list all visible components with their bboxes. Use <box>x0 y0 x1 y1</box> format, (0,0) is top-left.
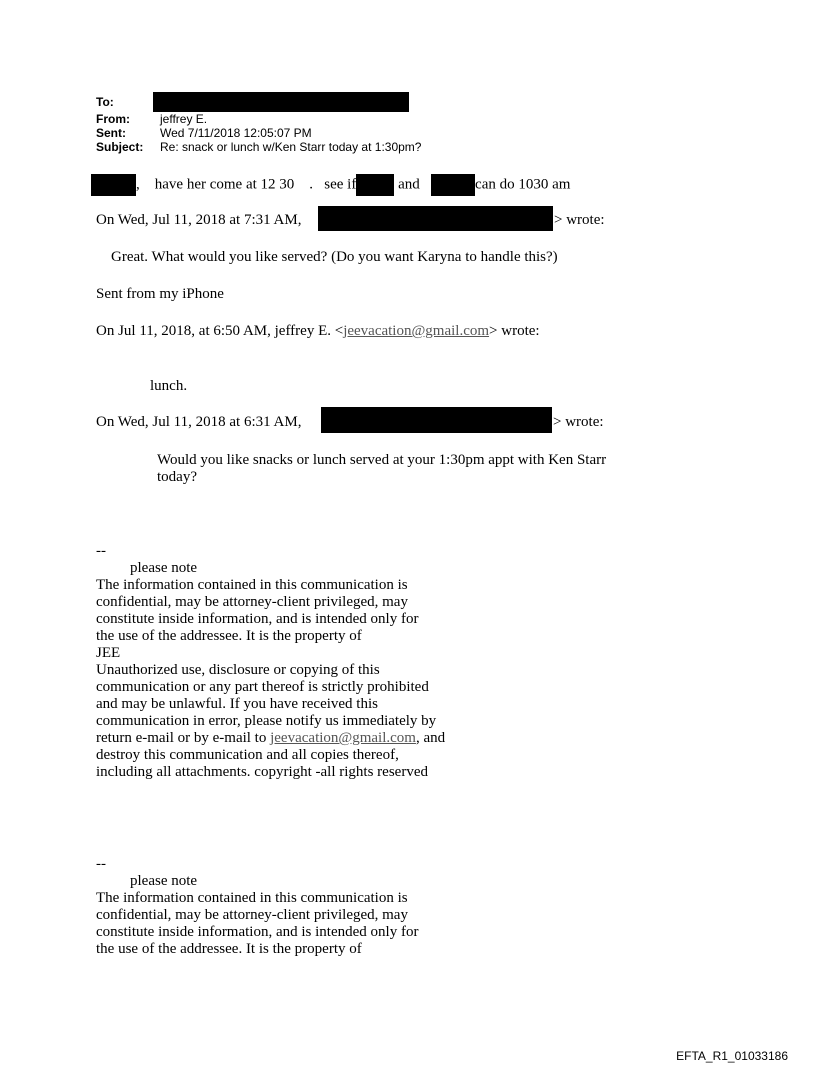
header-subject-row <box>96 141 421 154</box>
quote1-intro: On Wed, Jul 11, 2018 at 7:31 AM, <box>96 212 302 228</box>
reply-text: can do 1030 am <box>475 176 571 193</box>
disclaimer-line: The information contained in this communication is <box>96 890 408 906</box>
quote1-attribution <box>96 212 301 229</box>
sent-label: Sent: <box>96 126 126 140</box>
quote2-wrote: > wrote: <box>489 323 540 339</box>
sent-from-signature: Sent from my iPhone <box>96 286 224 302</box>
redacted-name <box>356 174 394 196</box>
redacted-name <box>91 174 136 196</box>
email-link[interactable]: jeevacation@gmail.com <box>270 730 416 746</box>
reply-text: have her come at 12 30 <box>154 176 295 193</box>
disclaimer-line: communication or any part thereof is strictly prohibited <box>96 679 429 695</box>
disclaimer-line: constitute inside information, and is intended only for <box>96 611 419 627</box>
disclaimer-line: The information contained in this communication is <box>96 577 408 593</box>
quote3-body-line2: today? <box>157 469 197 485</box>
quote2-attribution <box>96 323 540 340</box>
reply-text: , <box>136 176 140 193</box>
to-label: To: <box>96 95 114 109</box>
signature-separator: -- <box>96 856 106 872</box>
disclaimer-line: destroy this communication and all copies thereof, <box>96 747 399 763</box>
redacted-recipient <box>153 92 409 112</box>
quote2-intro: On Jul 11, 2018, at 6:50 AM, jeffrey E. < <box>96 323 344 339</box>
redacted-sender <box>321 407 552 433</box>
lunch-reply: lunch. <box>150 378 188 394</box>
reply-text: see if <box>324 176 357 193</box>
disclaimer-line: communication in error, please notify us immediately by <box>96 713 437 729</box>
disclaimer-line: and may be unlawful. If you have received this <box>96 696 378 712</box>
header-from-row <box>96 113 207 126</box>
disclaimer-block <box>96 543 516 781</box>
disclaimer-line: the use of the addressee. It is the property of <box>96 941 362 957</box>
subject-label: Subject: <box>96 140 144 154</box>
quote3-intro: On Wed, Jul 11, 2018 at 6:31 AM, <box>96 414 302 430</box>
reply-line <box>91 174 570 196</box>
email-link[interactable]: jeevacation@gmail.com <box>343 323 490 339</box>
reply-text: . <box>309 176 314 193</box>
quote3-wrote-text: > wrote: <box>553 414 604 430</box>
disclaimer-line: including all attachments. copyright -all rights reserved <box>96 764 428 780</box>
disclaimer-heading: please note <box>130 560 198 576</box>
from-value: jeffrey E. <box>160 112 208 126</box>
quote3-body-line1: Would you like snacks or lunch served at your 1:30pm appt with Ken Starr <box>157 452 607 468</box>
disclaimer-line <box>96 730 516 747</box>
disclaimer-text: , and <box>415 730 446 746</box>
disclaimer-line: constitute inside information, and is intended only for <box>96 924 419 940</box>
from-label: From: <box>96 112 130 126</box>
disclaimer-heading: please note <box>130 873 198 889</box>
document-id: EFTA_R1_01033186 <box>676 1049 788 1063</box>
disclaimer-line: the use of the addressee. It is the property of <box>96 628 362 644</box>
quote1-wrote <box>554 212 605 229</box>
signature-separator: -- <box>96 543 106 559</box>
disclaimer-line: confidential, may be attorney-client privileged, may <box>96 594 408 610</box>
header-to-row <box>96 96 160 109</box>
subject-value: Re: snack or lunch w/Ken Starr today at 1:30pm? <box>160 140 422 154</box>
disclaimer-block <box>96 856 516 958</box>
disclaimer-text: return e-mail or by e-mail to <box>96 730 271 746</box>
disclaimer-line: confidential, may be attorney-client privileged, may <box>96 907 408 923</box>
redacted-name <box>431 174 475 196</box>
quote1-body: Great. What would you like served? (Do you want Karyna to handle this?) <box>111 249 558 265</box>
header-sent-row <box>96 127 312 140</box>
quote3-attribution <box>96 414 301 431</box>
disclaimer-line: JEE <box>96 645 121 661</box>
redacted-sender <box>318 206 553 231</box>
quote1-wrote-text: > wrote: <box>554 212 605 228</box>
reply-text: and <box>398 176 420 193</box>
disclaimer-line: Unauthorized use, disclosure or copying of this <box>96 662 380 678</box>
sent-value: Wed 7/11/2018 12:05:07 PM <box>160 126 312 140</box>
quote3-wrote <box>553 414 604 431</box>
